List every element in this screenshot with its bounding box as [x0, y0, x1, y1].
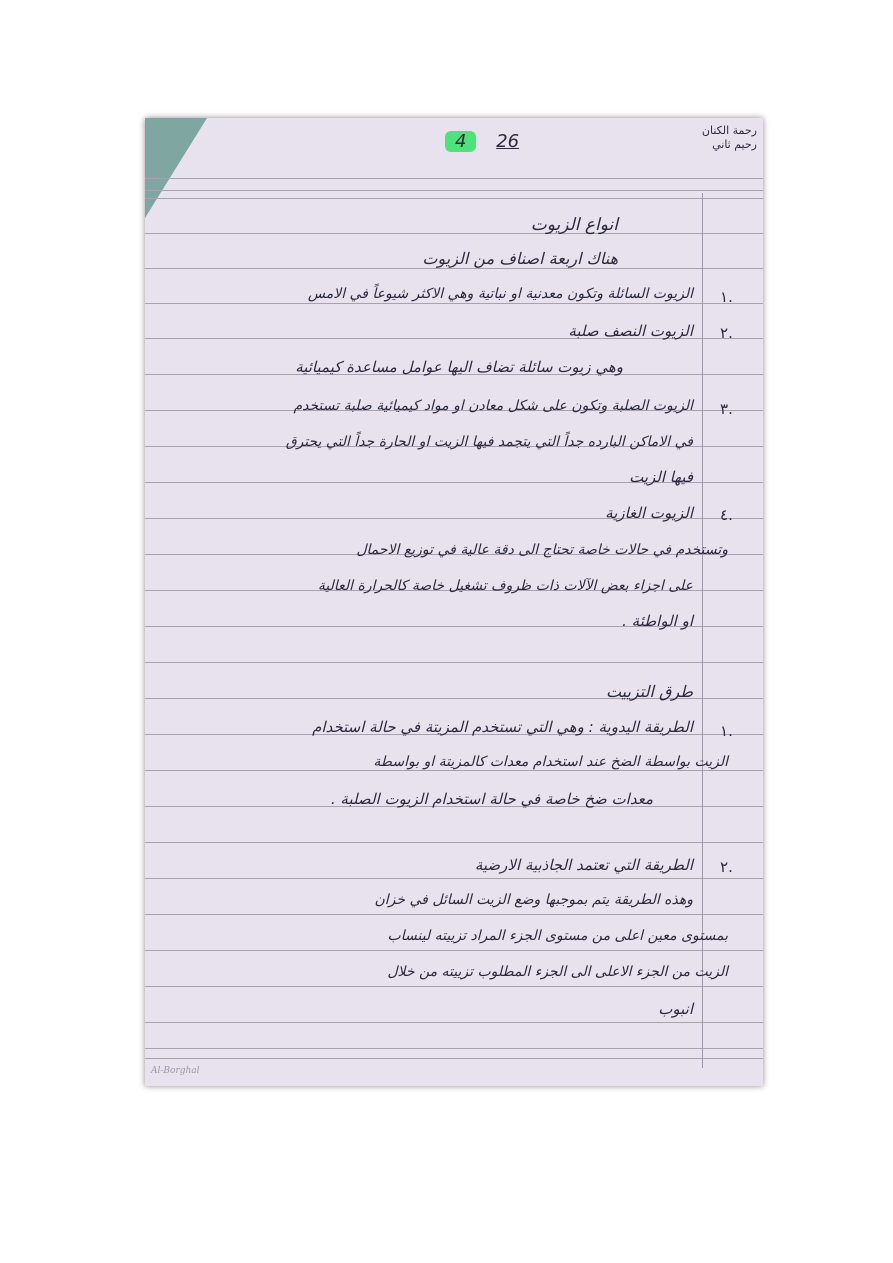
list-item: الزيت بواسطة الضخ عند استخدام معدات كالمزيتة او بواسطة: [373, 754, 728, 770]
footer-signature: Al-Borghal: [151, 1066, 200, 1076]
page-marker: 4: [445, 131, 476, 152]
list-item: الزيوت النصف صلبة: [568, 322, 693, 340]
item-number: ٤.: [720, 506, 733, 524]
item-number: ٣.: [720, 400, 733, 418]
list-item: وهي زيوت سائلة تضاف اليها عوامل مساعدة كيميائية: [295, 358, 623, 376]
list-item: الطريقة التي تعتمد الجاذبية الارضية: [474, 856, 693, 874]
list-item: في الاماكن البارده جداً التي يتجمد فيها الزيت او الحارة جداً التي يحترق: [285, 434, 693, 450]
list-item: الزيوت الصلبة وتكون على شكل معادن او مواد كيميائية صلبة تستخدم: [293, 398, 693, 414]
list-item: الزيوت الغازية: [605, 504, 693, 522]
student-name: [702, 124, 757, 152]
section-title: طرق التزييت: [605, 682, 693, 701]
list-item: الطريقة اليدوية : وهي التي تستخدم المزيتة في حالة استخدام: [312, 718, 693, 736]
page-corner-decoration: [145, 118, 207, 218]
list-item: الزيوت السائلة وتكون معدنية او نباتية وهي الاكثر شيوعاً في الامس: [307, 286, 693, 302]
item-number: ٢.: [720, 858, 733, 876]
list-item: على اجزاء بعض الآلات ذات ظروف تشغيل خاصة كالحرارة العالية: [317, 578, 693, 594]
list-item: او الواطئة .: [622, 612, 693, 630]
list-item: وتستخدم في حالات خاصة تحتاج الى دقة عالية في توزيع الاحمال: [356, 542, 728, 558]
section-title: انواع الزيوت: [530, 215, 618, 235]
section-intro: هناك اربعة اصناف من الزيوت: [422, 249, 618, 268]
list-item: انبوب: [658, 1000, 693, 1018]
item-number: ١.: [720, 288, 733, 306]
item-number: ٢.: [720, 324, 733, 342]
list-item: فيها الزيت: [629, 468, 693, 486]
page-number: 26: [496, 131, 520, 152]
student-name-line1: رحمة الكنان: [701, 124, 757, 137]
list-item: بمستوى معين اعلى من مستوى الجزء المراد تزييته لينساب: [387, 928, 728, 944]
page-number-area: [445, 131, 519, 152]
item-number: ١.: [720, 722, 733, 740]
list-item: معدات ضخ خاصة في حالة استخدام الزيوت الصلبة .: [330, 790, 653, 808]
list-item: وهذه الطريقة يتم بموجبها وضع الزيت السائل في خزان: [374, 892, 693, 908]
notebook-page: [145, 118, 763, 1086]
list-item: الزيت من الجزء الاعلى الى الجزء المطلوب تزييته من خلال: [387, 964, 728, 980]
student-name-line2: رحيم ثاني: [712, 138, 757, 151]
